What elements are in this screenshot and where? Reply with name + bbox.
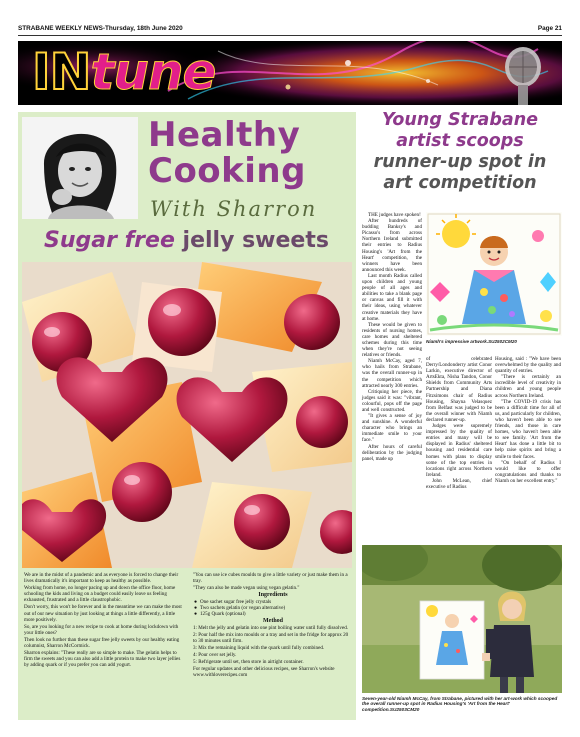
method-step: 1: Melt the jelly and gelatin into one pint boiling water until fully dissolved. [193, 624, 349, 631]
ingredient-item: ● Two sachets gelatin (or vegan alternative) [194, 605, 286, 612]
bullet-icon: ● [194, 599, 198, 606]
paragraph: of celebrated Derry/Londonderry artist Conor Larkin, executive director of ArtsEkta, Nisha Tandon, Conor Shields from Community Arts Partnership and Diana Fitzsimons chair of Radius Housing, Shayna Velasquez from Belfast was judged to be the overall winner with Niamh declared runner-up. [426, 356, 492, 423]
art-article-column-2 [426, 356, 492, 490]
headline-sugar-free: Sugar free [44, 228, 175, 253]
niamh-with-artwork-photo [362, 545, 562, 693]
paragraph: John McLean, chief executive of Radius [426, 477, 492, 490]
headline-line: artist scoops [396, 131, 524, 151]
ingredient-item: ● One sachet sugar free jelly crystals [194, 599, 272, 606]
ingredients-list [193, 599, 353, 617]
logo-tune: tune [90, 43, 216, 101]
paragraph: Working from home, no longer pacing up and down the office floor, home schooling the kids and living on a budget could easily leave us feeling exhausted, frustrated and a little claustrophobic. [24, 585, 176, 604]
headline-line: Young Strabane [381, 110, 539, 130]
title-line-cooking: Cooking [148, 151, 306, 191]
bullet-icon: ● [194, 605, 198, 612]
jelly-sweets-photo [22, 262, 352, 568]
paragraph: These would be given to residents of nursing homes, care homes and sheltered schemes during this time when they're not seeing relatives or friends. [362, 321, 422, 359]
ingredient-item: ● 125g Quark (optional) [194, 611, 246, 618]
bullet-icon: ● [194, 611, 198, 618]
paragraph: "It gives a sense of joy and sunshine. A wonderful character who brings an immediate smile to your face." [362, 413, 422, 444]
header-divider [18, 35, 562, 36]
method-step: 5: Refrigerate until set, then store in airtight container. [193, 659, 304, 666]
paragraph: "There is certainly an incredible level of creativity in children and young people across Northern Ireland. [495, 374, 561, 399]
website-note: For regular updates and other delicious recipes, see Sharron's website www.withloverecipes.com [193, 666, 335, 679]
recipe-headline [44, 228, 329, 253]
logo-in: IN [32, 43, 91, 101]
paragraph: We are in the midst of a pandemic and as everyone is forced to change their lives dramatically it's important to keep as healthy as possible. [24, 572, 179, 585]
paragraph: Last month Radius called upon children and young people of all ages and abilities to take a blank page or canvas and fill it with their ideas, using whatever creative materials they have at home. [362, 272, 422, 322]
paragraph: "You can use ice cubes moulds to give a little variety or just make them in a tray. [193, 572, 348, 585]
title-line-healthy: Healthy [148, 115, 301, 155]
headline-jelly-sweets: jelly sweets [182, 228, 329, 253]
paragraph: Then look no further than these sugar free jelly sweets by our healthy eating columnist, Sharron McCormick. [24, 636, 180, 650]
paragraph: Niamh McCay, aged 7, who hails from Strabane, was the overall runner-up in the competition which attracted nearly 300 entries. [362, 358, 422, 389]
paragraph: "They can also be made vegan using vegan gelatin." [193, 585, 300, 592]
niamh-photo-caption: Seven-year-old Niamh McCay, from Strabane, pictured with her art-work which scooped the overall runner-up spot in Radius Housing's 'Art from the Heart' competition.SU2503CM20 [362, 696, 558, 712]
page-number: Page 21 [537, 25, 562, 32]
method-step: 2: Pour half the mix into moulds or a tray and set in the fridge for approx 20 to 30 minutes until firm. [193, 631, 349, 644]
ingredients-heading: Ingredients [258, 592, 288, 599]
art-article-headline [360, 110, 560, 194]
paragraph: Sharron explains: "These really are so simple to make. The gelatin helps to firm the sweets and you can also add a little protein to make two layer jellies by adding quark or if you prefer you can add yogurt. [24, 650, 181, 669]
paragraph: Don't worry, this won't be forever and in the meantime we can make the most out of our new situation by just looking at things a little differently, a little more positively. [24, 604, 182, 623]
page-header [18, 24, 562, 34]
headline-line: art competition [383, 173, 537, 193]
intune-banner [18, 41, 562, 105]
intune-logo [32, 43, 215, 101]
artwork-caption: Niamh's impressive artwork.SU2502CM20 [426, 339, 517, 344]
paragraph: So, are you looking for a new recipe to cook at home during lockdown with your little ones? [24, 623, 179, 636]
paragraph: After hundreds of budding Banksy's and Picasso's from across Northern Ireland submitted their entries to Radius Housing's 'Art from the Heart' competition, the winners have been announced this week. [362, 218, 422, 273]
method-heading: Method [263, 617, 283, 624]
paragraph: Judges were supremely impressed by the quality of entries and many will be displayed in Radius' sheltered housing and residential care homes with plans to display some of the top entries in locations right across Northern Ireland. [426, 423, 492, 478]
cooking-column-1 [24, 572, 184, 669]
art-article-column-1 [362, 212, 422, 462]
publication-date-line: STRABANE WEEKLY NEWS-Thursday, 18th June 2020 [18, 25, 183, 32]
paragraph: "The COVID-19 crisis has been a difficult time for all of us, and particularly for children, who haven't been able to see friends, and those in care homes, who haven't been able to see family. 'Art from the Heart' has done a little bit to help raise spirits and bring a smile to their faces. [495, 398, 561, 460]
art-article-column-3 [495, 356, 561, 484]
method-step: 4: Pour over set jelly. [193, 651, 237, 658]
sharron-portrait [22, 117, 138, 219]
paragraph: "On behalf of Radius I would like to offer congratulations and thanks to Niamh on her excellent entry." [495, 459, 561, 484]
niamh-artwork-photo [426, 212, 562, 336]
paragraph: Critiquing her piece, the judges said it was: "vibrant, colourful, pops off the page and well constructed. [362, 388, 422, 413]
healthy-cooking-title [148, 117, 306, 189]
cooking-byline: With Sharron [150, 197, 318, 221]
paragraph: THE judges have spoken! [368, 212, 421, 218]
paragraph: After hours of careful deliberation by the judging panel, made up [362, 443, 422, 462]
method-step: 3: Mix the remaining liquid with the quark until fully combined. [193, 644, 325, 651]
paragraph: Housing, said : "We have been overwhelmed by the quality and quantity of entries. [495, 356, 561, 375]
cooking-column-2 [193, 572, 353, 679]
headline-line: runner-up spot in [373, 152, 547, 172]
